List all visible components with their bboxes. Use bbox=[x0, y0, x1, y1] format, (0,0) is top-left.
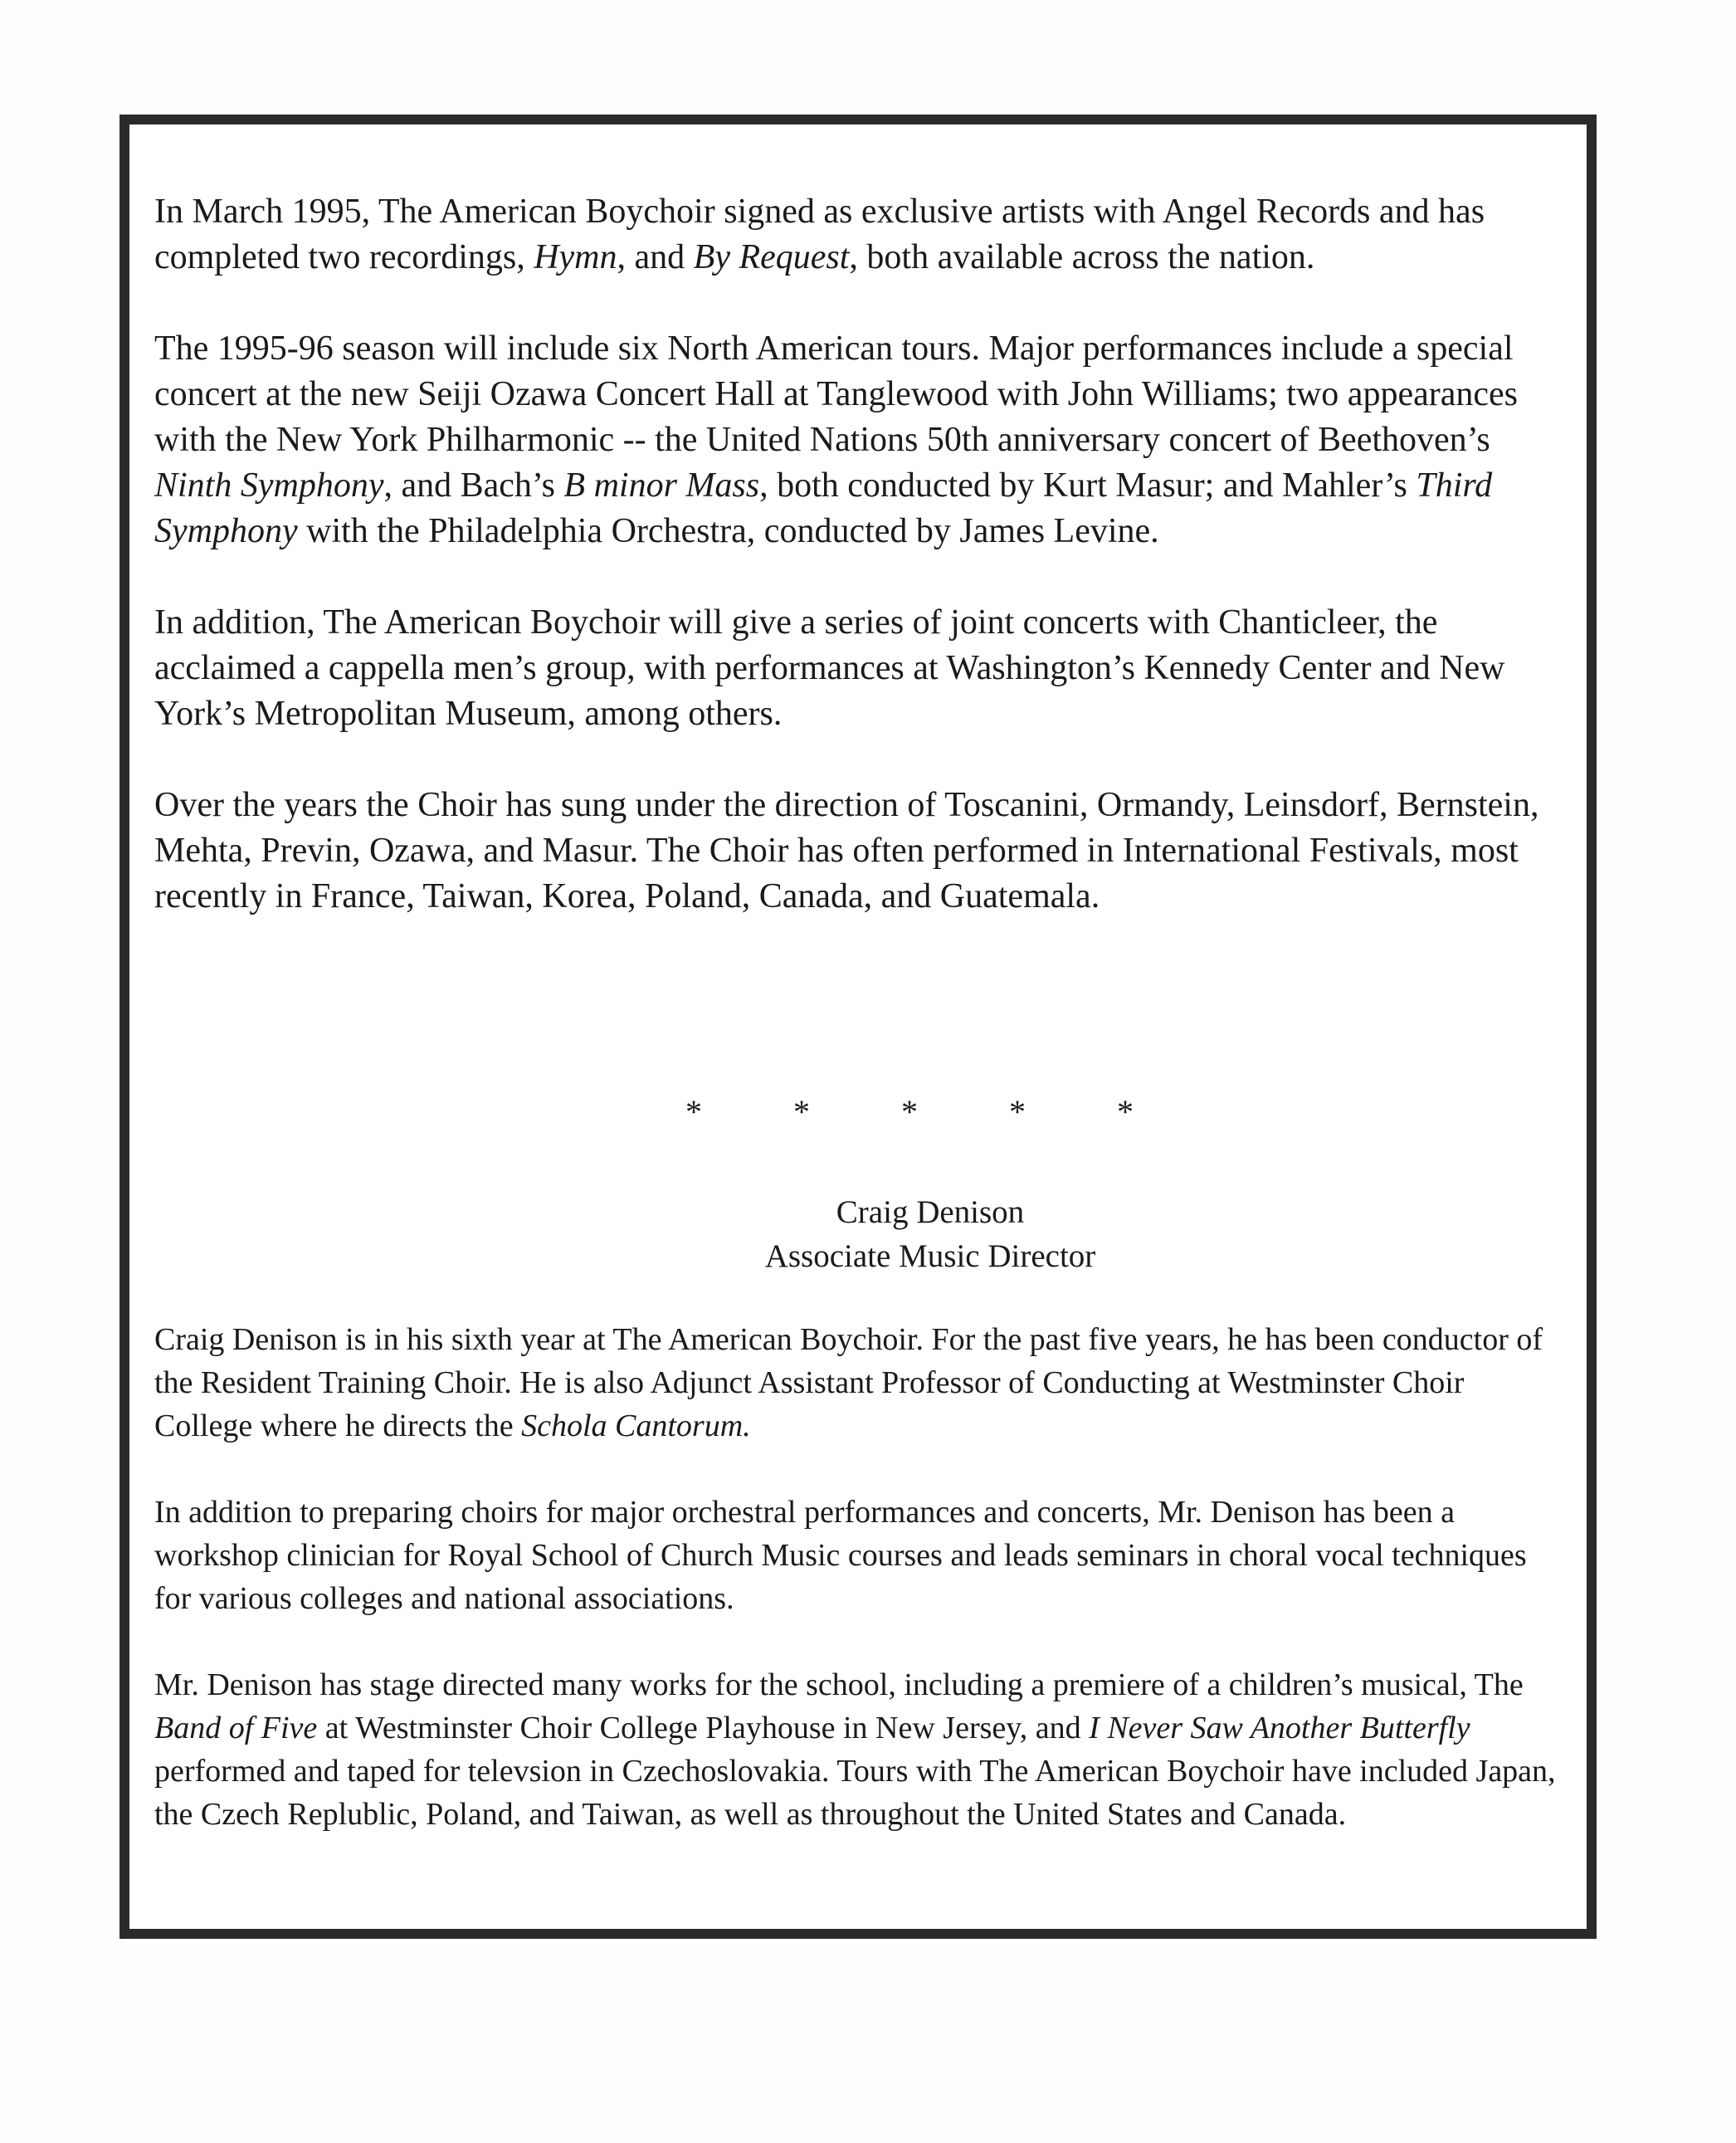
work-title: Band of Five bbox=[154, 1711, 318, 1745]
boychoir-section bbox=[154, 189, 1565, 965]
profile-name: Craig Denison bbox=[836, 1194, 1025, 1230]
paragraph-history: Over the years the Choir has sung under the direction of Toscanini, Ormandy, Leinsdorf, Bernstein, Mehta, Previn, Ozawa, and Masur. The Choir has often performed in International Festivals, most recently in France, Taiwan, Korea, Poland, Canada, and Guatemala. bbox=[154, 786, 1539, 915]
paragraph-season: The 1995-96 season will include six North American tours. Major performances include a special concert at the new Seiji Ozawa Concert Hall at Tanglewood with John Williams; two appearances with the New York Philharmonic -- the United Nations 50th anniversary concert of Beethoven’s Ninth Symphony, and Bach’s B minor Mass, both conducted by Kurt Masur; and Mahler’s Third Symphony with the Philadelphia Orchestra, conducted by James Levine. bbox=[154, 330, 1518, 550]
profile-heading bbox=[0, 1190, 1736, 1278]
profile-title: Associate Music Director bbox=[764, 1238, 1096, 1274]
work-title: Ninth Symphony bbox=[154, 466, 384, 505]
recording-title: By Request bbox=[693, 238, 850, 276]
work-title: Third Symphony bbox=[154, 466, 1493, 550]
work-title: I Never Saw Another Butterfly bbox=[1089, 1711, 1470, 1745]
paragraph-denison-workshops: In addition to preparing choirs for major orchestral performances and concerts, Mr. Denison has been a workshop clinician for Royal School of Church Music courses and leads seminars in choral vocal techniques for various colleges and national associations. bbox=[154, 1495, 1527, 1616]
recording-title: Hymn bbox=[534, 238, 617, 276]
paragraph-joint-concerts: In addition, The American Boychoir will give a series of joint concerts with Chanticleer, the acclaimed a cappella men’s group, with performances at Washington’s Kennedy Center and New York’s Metropolitan Museum, among others. bbox=[154, 603, 1505, 733]
paragraph-denison-stage: Mr. Denison has stage directed many works for the school, including a premiere of a children’s musical, The Band of Five at Westminster Choir College Playhouse in New Jersey, and I Never Saw Another Butterfly performed and taped for televsion in Czechoslovakia. Tours with The American Boychoir have included Japan, the Czech Replublic, Poland, and Taiwan, as well as throughout the United States and Canada. bbox=[154, 1667, 1556, 1832]
paragraph-recordings: In March 1995, The American Boychoir signed as exclusive artists with Angel Records and has completed two recordings, Hymn, and By Request, both available across the nation. bbox=[154, 193, 1485, 276]
section-separator: * * * * * bbox=[685, 1093, 1175, 1130]
work-title: B minor Mass bbox=[563, 466, 760, 505]
ensemble-title: Schola Cantorum. bbox=[521, 1408, 751, 1443]
paragraph-denison-role: Craig Denison is in his sixth year at The American Boychoir. For the past five years, he has been conductor of the Resident Training Choir. He is also Adjunct Assistant Professor of Conducting at Westminster Choir College where he directs the Schola Cantorum. bbox=[154, 1322, 1543, 1443]
denison-section bbox=[154, 1318, 1565, 1879]
